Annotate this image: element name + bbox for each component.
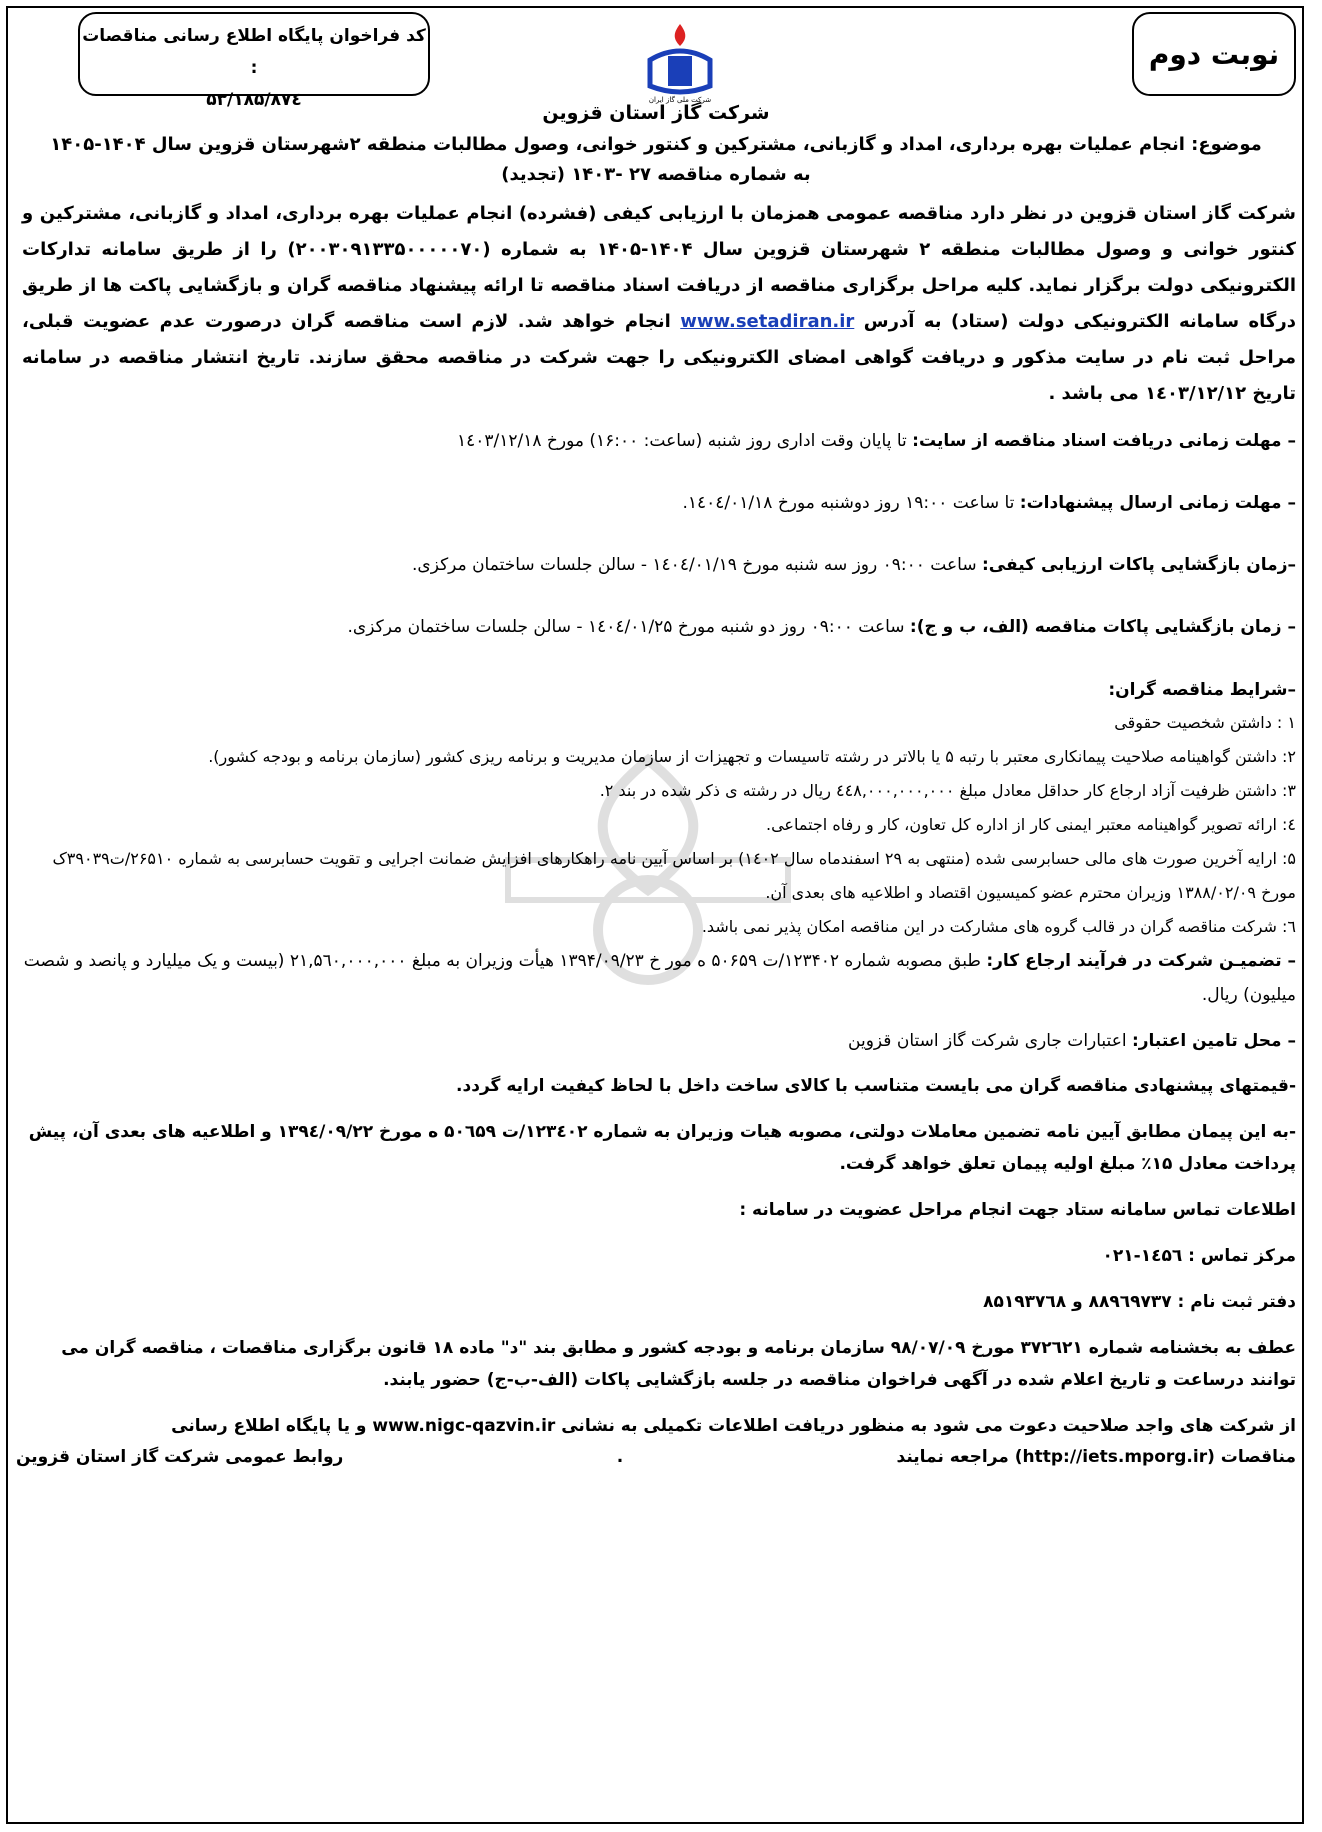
subject-line: موضوع: انجام عملیات بهره برداری، امداد و گازبانی، مشترکین و کنتور خوانی، وصول مطالبات منطقه ۲شهرستان قزوین سال ۱۴۰۴-۱۴۰۵ [50, 134, 1262, 155]
condition-item: ٤: ارائه تصویر گواهینامه معتبر ایمنی کار از اداره کل تعاون، کار و رفاه اجتماعی. [765, 815, 1296, 834]
condition-item: ۵: ارایه آخرین صورت های مالی حسابرسی شده (منتهی به ۲۹ اسفندماه سال ۱٤۰۲) بر اساس آیین نامه راهکارهای افزایش ضمانت اجرایی و تقویت حسابرسی به شماره ۲۶۵۱۰/ت۳۹۰۳۹ک مورخ ۱۳۸۸/۰۲/۰۹ وزیران محترم عضو کمیسیون اقتصاد و اطلاعیه های بعدی آن. [52, 849, 1296, 902]
contact-title: اطلاعات تماس سامانه ستاد جهت انجام مراحل عضویت در سامانه : [739, 1200, 1296, 1220]
intro-text-before: شرکت گاز استان قزوین در نظر دارد مناقصه عمومی همزمان با ارزیابی کیفی (فشرده) انجام عملیات بهره برداری، امداد و گازبانی، مشترکین و کنتور خوانی و وصول مطالبات منطقه ۲ شهرستان قزوین سال ۱۴۰۴-۱۴۰۵ به شماره (۲۰۰۳۰۹۱۳۳۵۰۰۰۰۰۷۰) را از طریق سامانه تدارکات الکترونیکی دولت برگزار نماید. کلیه مراحل برگزاری مناقصه از دریافت اسناد مناقصه تا ارائه پیشنهاد مناقصه گران و بازگشایی پاکت ها از طریق درگاه سامانه الکترونیکی دولت (ستاد) به آدرس [22, 203, 1296, 332]
prices-note: -قیمتهای پیشنهادی مناقصه گران می بایست متناسب با کالای ساخت داخل با لحاظ کیفیت ارایه گردد. [456, 1076, 1296, 1096]
nigc-logo-icon [630, 20, 730, 106]
subject-block [16, 130, 1296, 190]
registry-office: دفتر ثبت نام : ۸۸۹٦۹۷۳۷ و ۸۵۱۹۳۷٦۸ [983, 1292, 1296, 1312]
setad-website-link[interactable]: www.setadiran.ir [680, 311, 855, 332]
signature: روابط عمومی شرکت گاز استان قزوین [16, 1447, 344, 1467]
condition-item: ٦: شرکت مناقصه گران در قالب گروه های مشارکت در این مناقصه امکان پذیر نمی باشد. [701, 917, 1296, 936]
tender-code-label: کد فراخوان پایگاه اطلاع رسانی مناقصات : [82, 26, 426, 78]
intro-paragraph [16, 196, 1296, 412]
tender-code-box [78, 12, 430, 110]
tender-number-line: به شماره مناقصه ۲۷ -۱۴۰۳ (تجدید) [501, 164, 811, 185]
conditions-title: –شرایط مناقصه گران: [1108, 680, 1296, 700]
contact-center: مرکز تماس : ۱٤۵٦-۰۲۱ [1102, 1246, 1296, 1266]
opening-tender-envelopes: – زمان بازگشایی پاکات مناقصه (الف، ب و ج): ساعت ۰۹:۰۰ روز دو شنبه مورخ ۱٤۰٤/۰۱/۲۵ - سالن جلسات ساختمان مرکزی. [347, 617, 1296, 637]
footer-dot: . [616, 1447, 624, 1467]
tender-code-value: ۵۳/۱۸۵/۸۷٤ [206, 90, 302, 110]
opening-quality-envelopes: –زمان بازگشایی پاکات ارزیابی کیفی: ساعت ۰۹:۰۰ روز سه شنبه مورخ ۱٤۰٤/۰۱/۱۹ - سالن جلسات ساختمان مرکزی. [412, 555, 1296, 575]
round-badge [1132, 12, 1296, 96]
condition-item: ۱ : داشتن شخصیت حقوقی [1114, 713, 1296, 732]
prepayment-note: -به این پیمان مطابق آیین نامه تضمین معاملات دولتی، مصوبه هیات وزیران به شماره ۱۲۳٤۰۲/ت ۵۰٦۵۹ ه مورخ ۱۳۹٤/۰۹/۲۲ و اطلاعیه های بعدی آن، پیش پرداخت معادل ۱۵٪ مبلغ اولیه پیمان تعلق خواهد گرفت. [28, 1122, 1296, 1174]
company-name: شرکت گاز استان قزوین [542, 102, 770, 124]
condition-item: ۳: داشتن ظرفیت آزاد ارجاع کار حداقل معادل مبلغ ٤٤۸,۰۰۰,۰۰۰,۰۰۰ ریال در رشته ی ذکر شده در بند ۲. [599, 781, 1296, 800]
round-label: نوبت دوم [1148, 37, 1280, 71]
guarantee-paragraph: – تضمیـن شرکت در فرآیند ارجاع کار: طبق مصوبه شماره ۱۲۳۴۰۲/ت ۵۰۶۵۹ ه مور خ ۱۳۹۴/۰۹/۲۳ هیأت وزیران به مبلغ ۲۱,۵٦۰,۰۰۰,۰۰۰ (بیست و یک میلیارد و پانصد و شصت میلیون) ریال. [23, 951, 1296, 1005]
footer-row [16, 1442, 1296, 1472]
deadline-proposals: – مهلت زمانی ارسال پیشنهادات: تا ساعت ۱۹:۰۰ روز دوشنبه مورخ ۱٤۰٤/۰۱/۱۸. [682, 493, 1296, 513]
invite-line: از شرکت های واجد صلاحیت دعوت می شود به منظور دریافت اطلاعات تکمیلی به نشانی www.nigc-qazvin.ir و یا پایگاه اطلاع رسانی [171, 1416, 1296, 1436]
notice-body [16, 96, 1296, 1472]
intro-text-after: انجام خواهد شد. لازم است مناقصه گران درصورت عدم عضویت قبلی، مراحل ثبت نام در سایت مذکور و دریافت گواهی امضای الکترونیکی را جهت شرکت در مناقصه محقق سازند. تاریخ انتشار مناقصه در سامانه تاریخ ۱٤۰۳/۱۲/۱۲ می باشد . [22, 311, 1296, 404]
logo-caption: شرکت ملی گاز ایران [648, 96, 712, 104]
invite-line-2: مناقصات (http://iets.mporg.ir) مراجعه نمایند [896, 1447, 1296, 1467]
circular-note: عطف به بخشنامه شماره ۳۷۲٦۲۱ مورخ ۹۸/۰۷/۰۹ سازمان برنامه و بودجه کشور و مطابق بند "د" ماده ۱۸ قانون برگزاری مناقصات ، مناقصه گران می توانند درساعت و تاریخ اعلام شده در آگهی فراخوان مناقصه در جلسه بازگشایی پاکات (الف-ب-ج) حضور یابند. [61, 1338, 1296, 1390]
funding-source: – محل تامین اعتبار: اعتبارات جاری شرکت گاز استان قزوین [848, 1031, 1296, 1051]
deadline-documents: – مهلت زمانی دریافت اسناد مناقصه از سایت: تا پایان وقت اداری روز شنبه (ساعت: ۱۶:۰۰) مورخ ۱٤۰۳/۱۲/۱۸ [456, 431, 1296, 451]
condition-item: ۲: داشتن گواهینامه صلاحیت پیمانکاری معتبر با رتبه ۵ یا بالاتر در رشته تاسیسات و تجهیزات از سازمان مدیریت و برنامه ریزی کشور (سازمان برنامه و بودجه کشور). [208, 747, 1296, 766]
